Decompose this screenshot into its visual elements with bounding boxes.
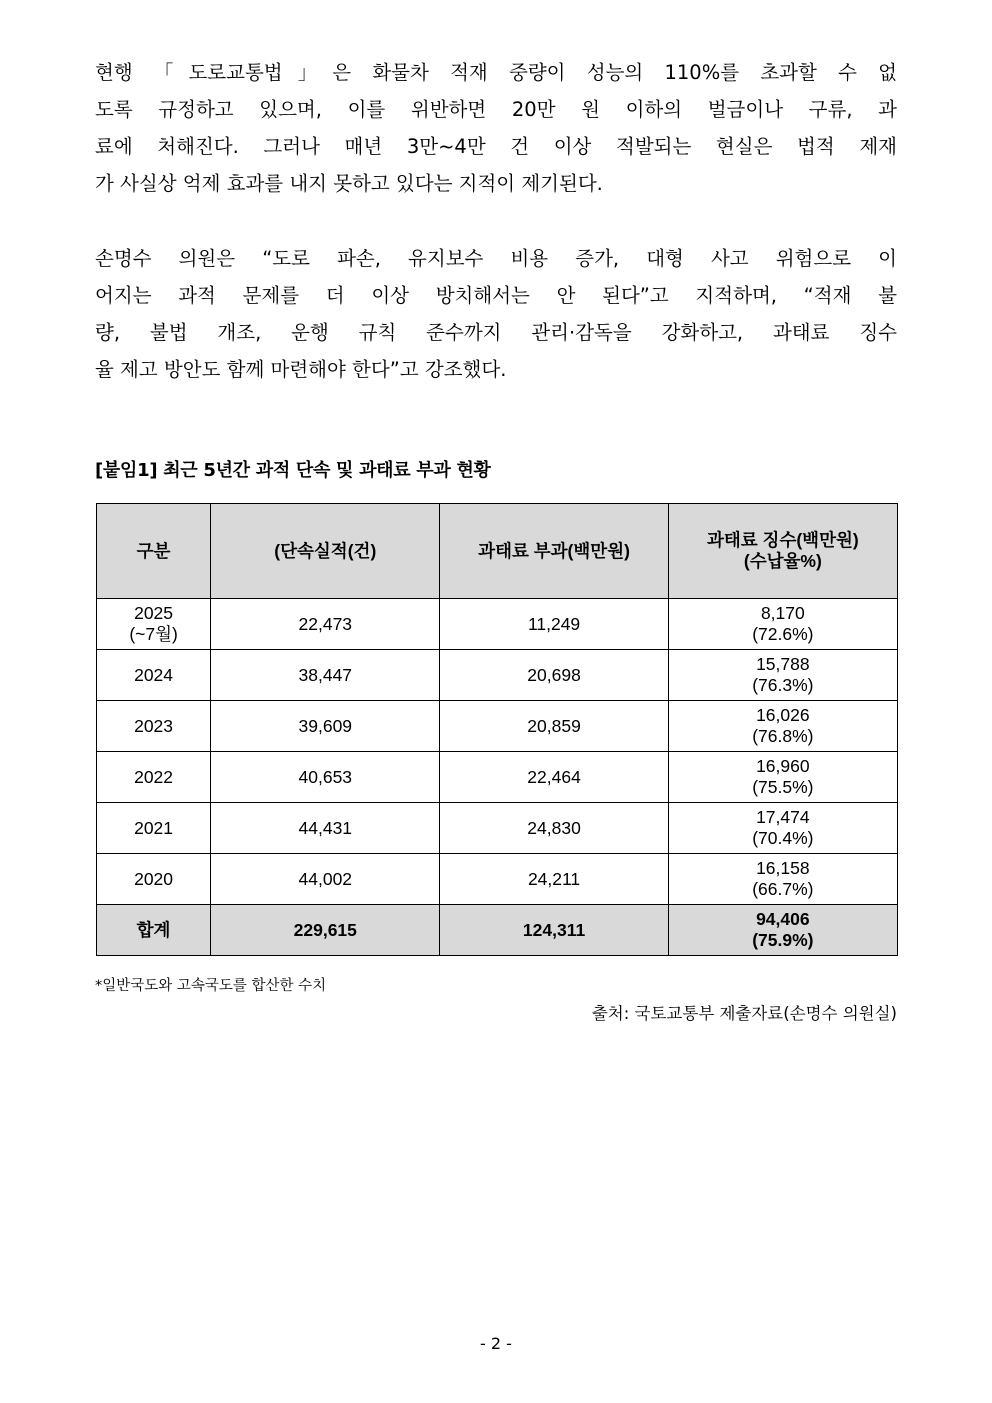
cell-collected	[668, 650, 897, 701]
cell-total-imposed: 124,311	[440, 905, 668, 956]
paragraph-line: 현행 「도로교통법」은 화물차 적재 중량이 성능의 110%를 초과할 수 없	[95, 61, 897, 84]
header-category: 구분	[97, 504, 211, 599]
cell-imposed: 24,830	[440, 803, 668, 854]
cell-count: 38,447	[211, 650, 440, 701]
paragraph-line: 어지는 과적 문제를 더 이상 방치해서는 안 된다”고 지적하며, “적재 불	[95, 284, 897, 307]
cell-count: 22,473	[211, 599, 440, 650]
collected-value: 15,788	[756, 654, 810, 674]
header-enforcement-count: (단속실적(건)	[211, 504, 440, 599]
header-fine-imposed: 과태료 부과(백만원)	[440, 504, 668, 599]
table-row	[97, 752, 898, 803]
paragraph-2	[95, 240, 897, 388]
table-total-row	[97, 905, 898, 956]
collection-rate: (66.7%)	[752, 879, 814, 899]
table-header-row	[97, 504, 898, 599]
table-row	[97, 803, 898, 854]
header-fine-collected-line1: 과태료 징수(백만원)	[706, 530, 859, 550]
cell-imposed: 20,859	[440, 701, 668, 752]
header-fine-collected	[668, 504, 897, 599]
cell-year: 2022	[97, 752, 211, 803]
collection-rate: (76.8%)	[752, 726, 814, 746]
total-collected-value: 94,406	[756, 909, 810, 929]
cell-total-count: 229,615	[211, 905, 440, 956]
cell-collected	[668, 854, 897, 905]
collected-value: 16,960	[756, 756, 810, 776]
cell-year: 2023	[97, 701, 211, 752]
cell-year: 2021	[97, 803, 211, 854]
table-title: [붙임1] 최근 5년간 과적 단속 및 과태료 부과 현황	[95, 460, 491, 481]
paragraph-line: 가 사실상 억제 효과를 내지 못하고 있다는 지적이 제기된다.	[95, 172, 603, 195]
table-row	[97, 701, 898, 752]
table-row	[97, 854, 898, 905]
collection-rate: (70.4%)	[752, 828, 814, 848]
collected-value: 16,158	[756, 858, 810, 878]
page-number: - 2 -	[480, 1334, 512, 1353]
paragraph-1	[95, 54, 897, 202]
cell-year: 2024	[97, 650, 211, 701]
header-collection-rate: (수납율%)	[743, 551, 822, 571]
cell-count: 44,002	[211, 854, 440, 905]
cell-collected	[668, 803, 897, 854]
paragraph-line: 도록 규정하고 있으며, 이를 위반하면 20만 원 이하의 벌금이나 구류, 과	[95, 98, 897, 121]
enforcement-table	[96, 503, 898, 956]
cell-year	[97, 599, 211, 650]
cell-collected	[668, 599, 897, 650]
collected-value: 16,026	[756, 705, 810, 725]
paragraph-line: 료에 처해진다. 그러나 매년 3만~4만 건 이상 적발되는 현실은 법적 제재	[95, 135, 897, 158]
year-note: (~7월)	[129, 624, 178, 644]
paragraph-line: 율 제고 방안도 함께 마련해야 한다”고 강조했다.	[95, 358, 507, 381]
cell-imposed: 24,211	[440, 854, 668, 905]
collection-rate: (76.3%)	[752, 675, 814, 695]
collected-value: 17,474	[756, 807, 810, 827]
cell-year: 2020	[97, 854, 211, 905]
cell-count: 40,653	[211, 752, 440, 803]
cell-total-collected	[668, 905, 897, 956]
cell-imposed: 20,698	[440, 650, 668, 701]
total-collection-rate: (75.9%)	[752, 930, 814, 950]
year-value: 2025	[134, 603, 174, 623]
cell-collected	[668, 701, 897, 752]
collection-rate: (75.5%)	[752, 777, 814, 797]
source-note: 출처: 국토교통부 제출자료(손명수 의원실)	[591, 1004, 897, 1023]
table-row	[97, 650, 898, 701]
cell-imposed: 22,464	[440, 752, 668, 803]
paragraph-line: 손명수 의원은 “도로 파손, 유지보수 비용 증가, 대형 사고 위험으로 이	[95, 247, 897, 270]
collection-rate: (72.6%)	[752, 624, 814, 644]
cell-count: 39,609	[211, 701, 440, 752]
cell-total-label: 합계	[97, 905, 211, 956]
table-footnote: *일반국도와 고속국도를 합산한 수치	[95, 978, 327, 994]
cell-imposed: 11,249	[440, 599, 668, 650]
cell-count: 44,431	[211, 803, 440, 854]
table-row	[97, 599, 898, 650]
cell-collected	[668, 752, 897, 803]
paragraph-line: 량, 불법 개조, 운행 규칙 준수까지 관리·감독을 강화하고, 과태료 징수	[95, 321, 897, 344]
collected-value: 8,170	[760, 603, 805, 623]
